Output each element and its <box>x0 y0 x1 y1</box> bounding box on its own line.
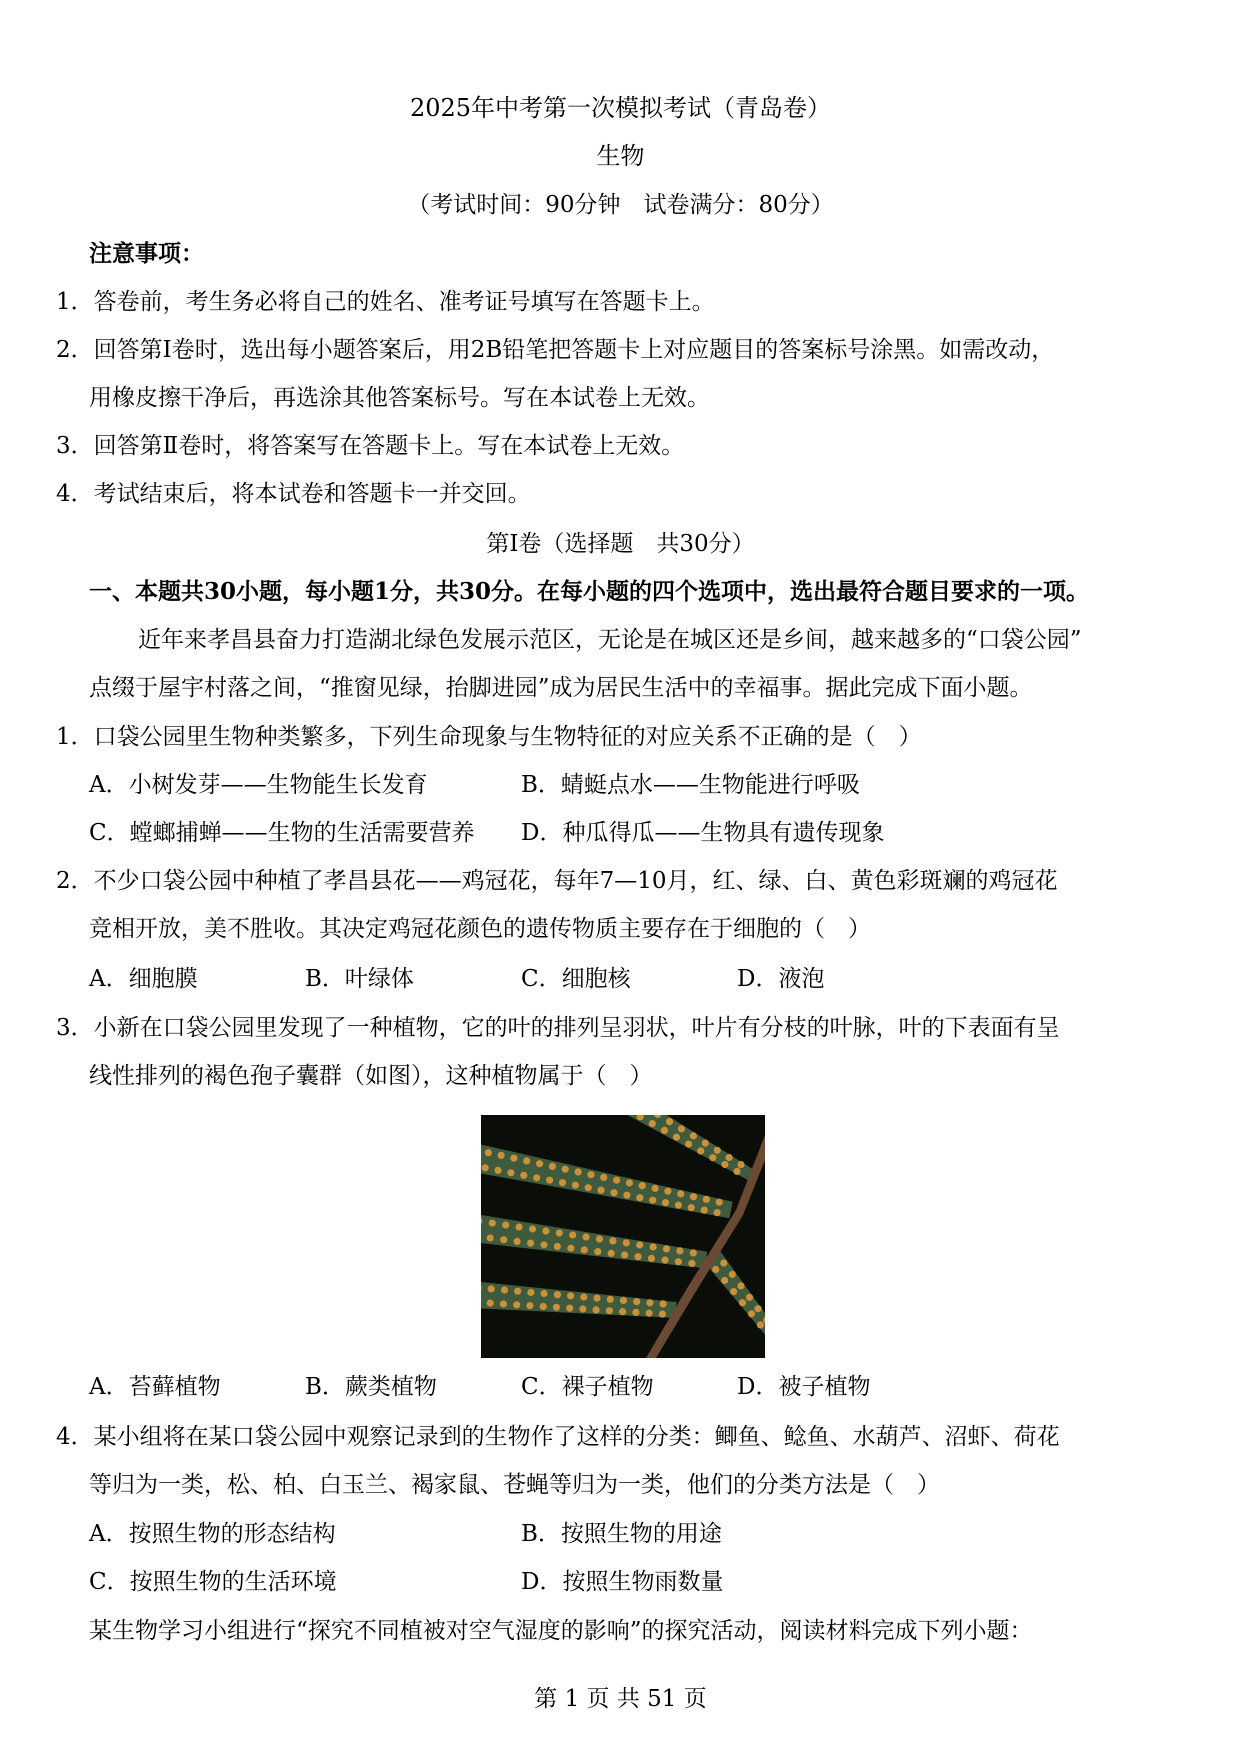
spore-dot <box>540 1303 547 1310</box>
spore-dot <box>649 1197 656 1204</box>
spore-dot <box>487 1234 494 1241</box>
q4-stem-line-1: 4．某小组将在某口袋公园中观察记录到的生物作了这样的分类：鲫鱼、鲶鱼、水葫芦、沼虾、荷花 <box>56 1424 1060 1450</box>
spore-dot <box>500 1300 507 1307</box>
spore-dot <box>489 1220 496 1227</box>
q2-option-a: A．细胞膜 <box>89 966 198 992</box>
spore-dot <box>559 1179 566 1186</box>
spore-dot <box>754 1305 761 1312</box>
spore-dot <box>639 1182 646 1189</box>
q3-option-d: D．被子植物 <box>737 1374 871 1400</box>
spore-dot <box>546 1177 553 1184</box>
notice-item-3: 3．回答第Ⅱ卷时，将答案写在答题卡上。写在本试卷上无效。 <box>56 433 685 459</box>
spore-dot <box>556 1229 563 1236</box>
spore-dot <box>661 1256 668 1263</box>
spore-dot <box>520 1172 527 1179</box>
spore-dot <box>549 1163 556 1170</box>
spore-dot <box>714 1147 721 1154</box>
spore-dot <box>500 1236 507 1243</box>
page-number: 第 1 页 共 51 页 <box>534 1686 707 1712</box>
fern-leaf-image <box>481 1115 765 1358</box>
spore-dot <box>553 1304 560 1311</box>
spore-dot <box>675 1258 682 1265</box>
spore-dot <box>733 1168 740 1175</box>
spore-dot <box>649 1120 656 1127</box>
part1-heading: 第Ⅰ卷（选择题 共30分） <box>486 531 755 557</box>
spore-dot <box>663 1245 670 1252</box>
spore-dot <box>620 1297 627 1304</box>
spore-dot <box>510 1155 517 1162</box>
spore-dot <box>757 1321 764 1328</box>
spore-dot <box>575 1168 582 1175</box>
spore-dot <box>675 1202 682 1209</box>
spore-dot <box>533 1174 540 1181</box>
spore-dot <box>697 1147 704 1154</box>
spore-dot <box>536 1160 543 1167</box>
spore-dot <box>523 1157 530 1164</box>
spore-dot <box>516 1223 523 1230</box>
spore-dot <box>748 1310 755 1317</box>
spore-dot <box>502 1221 509 1228</box>
spore-dot <box>726 1154 733 1161</box>
spore-dot <box>608 1250 615 1257</box>
spore-dot <box>569 1231 576 1238</box>
spore-dot <box>581 1246 588 1253</box>
spore-dot <box>676 1247 683 1254</box>
spore-dot <box>690 1249 697 1256</box>
spore-dot <box>716 1199 723 1206</box>
spore-dot <box>583 1233 590 1240</box>
spore-dot <box>721 1161 728 1168</box>
exam-info: （考试时间：90分钟 试卷满分：80分） <box>407 192 834 218</box>
spore-dot <box>609 1237 616 1244</box>
q1-option-c: C．螳螂捕蝉——生物的生活需要营养 <box>89 820 475 846</box>
notice-item-2-cont: 用橡皮擦干净后，再选涂其他答案标号。写在本试卷上无效。 <box>89 385 710 411</box>
spore-dot <box>619 1308 626 1315</box>
spore-dot <box>598 1187 605 1194</box>
spore-dot <box>660 1300 667 1307</box>
q2-stem-line-2: 竞相开放，美不胜收。其决定鸡冠花颜色的遗传物质主要存在于细胞的（ ） <box>89 916 871 942</box>
spore-dot <box>636 1194 643 1201</box>
spore-dot <box>593 1295 600 1302</box>
spore-dot <box>501 1286 508 1293</box>
spore-dot <box>554 1291 561 1298</box>
spore-dot <box>650 1243 657 1250</box>
spore-dot <box>721 1277 728 1284</box>
spore-dot <box>646 1310 653 1317</box>
spore-dot <box>567 1245 574 1252</box>
context-line-2: 点缀于屋宇村落之间，“推窗见绿，抬脚进园”成为居民生活中的幸福事。据此完成下面小题。 <box>89 675 1033 701</box>
spore-dot <box>623 1239 630 1246</box>
spore-dot <box>610 1189 617 1196</box>
spore-dot <box>606 1307 613 1314</box>
spore-dot <box>593 1306 600 1313</box>
q3-stem-line-1: 3．小新在口袋公园里发现了一种植物，它的叶的排列呈羽状，叶片有分枝的叶脉，叶的下表面有呈 <box>56 1015 1060 1041</box>
spore-dot <box>688 1260 695 1267</box>
context-line-1: 近年来孝昌县奋力打造湖北绿色发展示范区，无论是在城区还是乡间，越来越多的“口袋公园” <box>138 627 1082 653</box>
spore-dot <box>664 1188 671 1195</box>
spore-dot <box>646 1299 653 1306</box>
spore-dot <box>567 1292 574 1299</box>
q4-option-d: D．按照生物雨数量 <box>521 1569 724 1595</box>
spore-dot <box>652 1185 659 1192</box>
spore-dot <box>566 1305 573 1312</box>
spore-dot <box>587 1171 594 1178</box>
next-context: 某生物学习小组进行“探究不同植被对空气湿度的影响”的探究活动，阅读材料完成下列小题： <box>89 1618 1033 1644</box>
spore-dot <box>635 1253 642 1260</box>
spore-dot <box>636 1241 643 1248</box>
q4-option-c: C．按照生物的生活环境 <box>89 1569 337 1595</box>
spore-dot <box>712 1266 719 1273</box>
q1-stem: 1．口袋公园里生物种类繁多，下列生命现象与生物特征的对应关系不正确的是（ ） <box>56 724 922 750</box>
q3-option-a: A．苔藓植物 <box>89 1374 221 1400</box>
spore-dot <box>495 1167 502 1174</box>
notice-heading: 注意事项： <box>89 240 204 267</box>
spore-dot <box>513 1301 520 1308</box>
spore-dot <box>746 1294 753 1301</box>
spore-dot <box>677 1190 684 1197</box>
q2-option-b: B．叶绿体 <box>305 966 414 992</box>
spore-dot <box>600 1174 607 1181</box>
spore-dot <box>514 1238 521 1245</box>
spore-dot <box>527 1240 534 1247</box>
spore-dot <box>661 1127 668 1134</box>
notice-item-4: 4．考试结束后，将本试卷和答题卡一并交回。 <box>56 481 531 507</box>
spore-dot <box>526 1302 533 1309</box>
spore-dot <box>488 1285 495 1292</box>
spore-dot <box>709 1154 716 1161</box>
q4-option-a: A．按照生物的形态结构 <box>89 1521 336 1547</box>
notice-item-1: 1．答卷前，考生务必将自己的姓名、准考证号填写在答题卡上。 <box>56 289 715 315</box>
spore-dot <box>607 1296 614 1303</box>
spore-dot <box>485 1149 492 1156</box>
spore-dot <box>633 1298 640 1305</box>
spore-dot <box>542 1227 549 1234</box>
spore-dot <box>730 1288 737 1295</box>
notice-item-2: 2．回答第Ⅰ卷时，选出每小题答案后，用2B铅笔把答题卡上对应题目的答案标号涂黑。如需改动， <box>56 337 1055 363</box>
spore-dot <box>482 1164 489 1171</box>
q2-stem-line-1: 2．不少口袋公园中种植了孝昌县花——鸡冠花，每年7—10月，红、绿、白、黄色彩斑斓的鸡冠花 <box>56 868 1058 894</box>
q3-option-c: C．裸子植物 <box>521 1374 654 1400</box>
q1-option-a: A．小树发芽——生物能生长发育 <box>89 772 428 798</box>
spore-dot <box>562 1166 569 1173</box>
spore-dot <box>626 1179 633 1186</box>
spore-dot <box>690 1132 697 1139</box>
spore-dot <box>648 1255 655 1262</box>
spore-dot <box>579 1305 586 1312</box>
spore-dot <box>540 1241 547 1248</box>
spore-dot <box>514 1288 521 1295</box>
spore-dot <box>623 1192 630 1199</box>
spore-dot <box>529 1225 536 1232</box>
spore-dot <box>703 1196 710 1203</box>
spore-dot <box>613 1177 620 1184</box>
spore-dot <box>737 1282 744 1289</box>
spore-dot <box>498 1152 505 1159</box>
q1-option-b: B．蜻蜓点水——生物能进行呼吸 <box>521 772 860 798</box>
q4-option-b: B．按照生物的用途 <box>521 1521 722 1547</box>
spore-dot <box>554 1243 561 1250</box>
spore-dot <box>690 1193 697 1200</box>
spore-dot <box>737 1161 744 1168</box>
fern-spore-illustration <box>481 1115 765 1358</box>
q3-option-b: B．蕨类植物 <box>305 1374 437 1400</box>
spore-dot <box>729 1271 736 1278</box>
spore-dot <box>688 1204 695 1211</box>
spore-dot <box>673 1134 680 1141</box>
spore-dot <box>487 1300 494 1307</box>
spore-dot <box>585 1184 592 1191</box>
part1-instruction: 一、本题共30小题，每小题1分，共30分。在每小题的四个选项中，选出最符合题目要求的一项。 <box>89 578 1090 605</box>
spore-dot <box>714 1209 721 1216</box>
spore-dot <box>580 1293 587 1300</box>
spore-dot <box>527 1289 534 1296</box>
spore-dot <box>666 1118 673 1125</box>
spore-dot <box>596 1235 603 1242</box>
spore-dot <box>739 1299 746 1306</box>
subject-title: 生物 <box>596 142 645 170</box>
spore-dot <box>621 1251 628 1258</box>
exam-title: 2025年中考第一次模拟考试（青岛卷） <box>409 94 832 122</box>
spore-dot <box>678 1125 685 1132</box>
spore-dot <box>632 1309 639 1316</box>
spore-dot <box>659 1311 666 1318</box>
spore-dot <box>701 1207 708 1214</box>
q4-stem-line-2: 等归为一类，松、柏、白玉兰、褐家鼠、苍蝇等归为一类，他们的分类方法是（ ） <box>89 1472 940 1498</box>
spore-dot <box>720 1260 727 1267</box>
spore-dot <box>541 1290 548 1297</box>
spore-dot <box>662 1199 669 1206</box>
spore-dot <box>507 1169 514 1176</box>
spore-dot <box>594 1248 601 1255</box>
spore-dot <box>572 1182 579 1189</box>
q3-stem-line-2: 线性排列的褐色孢子囊群（如图），这种植物属于（ ） <box>89 1063 653 1089</box>
q2-option-d: D．液泡 <box>737 966 825 992</box>
q1-option-d: D．种瓜得瓜——生物具有遗传现象 <box>521 820 885 846</box>
spore-dot <box>685 1141 692 1148</box>
q2-option-c: C．细胞核 <box>521 966 631 992</box>
spore-dot <box>702 1140 709 1147</box>
